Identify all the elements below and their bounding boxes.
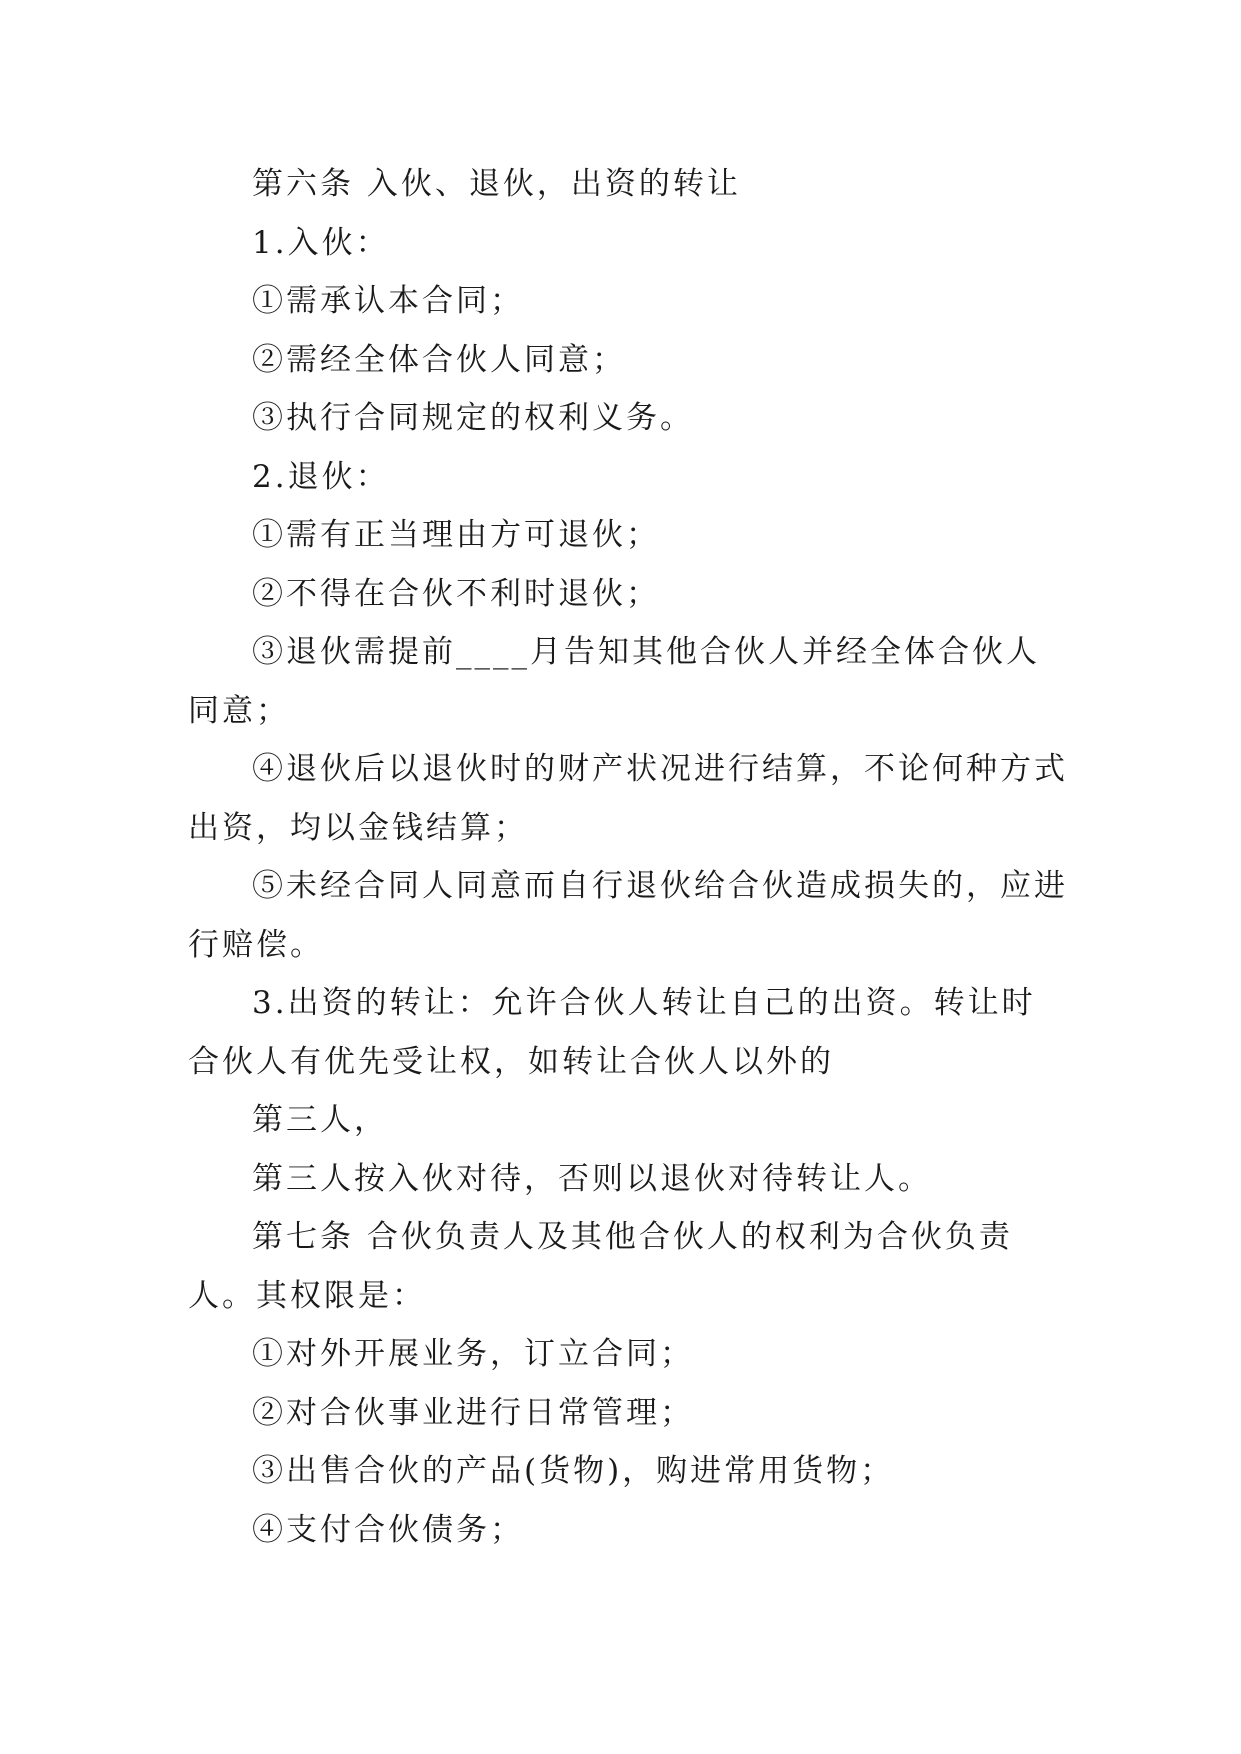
list-item: ③退伙需提前____月告知其他合伙人并经全体合伙人同意； — [188, 634, 1040, 729]
list-item: ④退伙后以退伙时的财产状况进行结算，不论何种方式出资，均以金钱结算； — [188, 751, 1068, 846]
list-item: ②不得在合伙不利时退伙； — [252, 575, 660, 612]
section-heading-joining: 1.入伙： — [252, 224, 390, 261]
section-heading-withdrawal: 2.退伙： — [252, 458, 390, 495]
article-7-heading: 第七条 合伙负责人及其他合伙人的权利为合伙负责人。其权限是： — [188, 1219, 1013, 1314]
section-paragraph-transfer: 3.出资的转让：允许合伙人转让自己的出资。转让时合伙人有优先受让权，如转让合伙人以外的 — [188, 985, 1036, 1080]
list-item: ③出售合伙的产品(货物)，购进常用货物； — [252, 1453, 895, 1489]
article-6-heading: 第六条 入伙、退伙，出资的转让 — [252, 166, 741, 202]
body-paragraph: 第三人按入伙对待，否则以退伙对待转让人。 — [252, 1160, 932, 1197]
body-paragraph: 第三人， — [252, 1102, 388, 1138]
list-item: ①需承认本合同； — [252, 283, 524, 319]
list-item: ②对合伙事业进行日常管理； — [252, 1394, 694, 1431]
document-body — [188, 155, 1068, 1559]
list-item: ④支付合伙债务； — [252, 1511, 524, 1548]
list-item: ①对外开展业务，订立合同； — [252, 1336, 694, 1372]
list-item: ⑤未经合同人同意而自行退伙给合伙造成损失的，应进行赔偿。 — [188, 868, 1068, 963]
list-item: ①需有正当理由方可退伙； — [252, 517, 660, 553]
list-item: ③执行合同规定的权利义务。 — [252, 400, 694, 436]
list-item: ②需经全体合伙人同意； — [252, 341, 626, 378]
